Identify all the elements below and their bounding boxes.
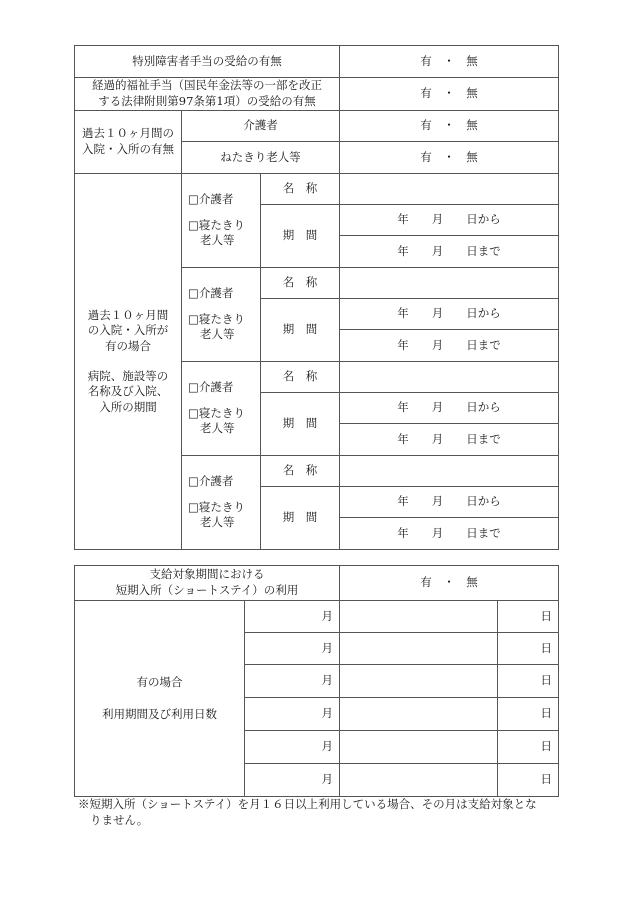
usage-period-field[interactable] — [340, 731, 498, 764]
month-field[interactable]: 月 — [245, 601, 340, 633]
date-to-field[interactable]: 年 月 日まで — [340, 518, 559, 550]
caregiver-label: 介護者 — [182, 111, 340, 142]
date-from-field[interactable]: 年 月 日から — [340, 487, 559, 518]
month-field[interactable]: 月 — [245, 698, 340, 731]
usage-period-field[interactable] — [340, 665, 498, 698]
caregiver-checkbox[interactable]: □介護者 — [188, 286, 234, 301]
short-stay-case-label: 有の場合 利用期間及び利用日数 — [75, 601, 245, 797]
date-from-field[interactable]: 年 月 日から — [340, 205, 559, 236]
bedridden-label: ねたきり老人等 — [182, 142, 340, 174]
usage-period-field[interactable] — [340, 698, 498, 731]
admission-case-label: 過去１０ヶ月間 の入院・入所が 有の場合 病院、施設等の 名称及び入院、 入所の期間 — [75, 174, 182, 550]
facility-name-field[interactable] — [340, 268, 559, 299]
facility-name-field[interactable] — [340, 362, 559, 393]
date-from-field[interactable]: 年 月 日から — [340, 299, 559, 330]
short-stay-table — [74, 565, 559, 797]
period-label: 期 間 — [261, 299, 340, 362]
month-field[interactable]: 月 — [245, 665, 340, 698]
day-field[interactable]: 日 — [498, 731, 559, 764]
day-field[interactable]: 日 — [498, 665, 559, 698]
day-field[interactable]: 日 — [498, 633, 559, 665]
month-field[interactable]: 月 — [245, 731, 340, 764]
caregiver-checkbox[interactable]: □介護者 — [188, 380, 234, 395]
day-field[interactable]: 日 — [498, 698, 559, 731]
day-field[interactable]: 日 — [498, 601, 559, 633]
caregiver-yes-no[interactable]: 有 ・ 無 — [340, 111, 559, 142]
type-checkboxes-4: □介護者 □寝たきり 老人等 — [182, 456, 261, 550]
name-label: 名 称 — [261, 174, 340, 205]
past-10-months-label: 過去１０ヶ月間の 入院・入所の有無 — [75, 111, 182, 174]
month-field[interactable]: 月 — [245, 633, 340, 665]
facility-name-field[interactable] — [340, 174, 559, 205]
period-label: 期 間 — [261, 393, 340, 456]
usage-period-field[interactable] — [340, 601, 498, 633]
transitional-allowance-label: 経過的福祉手当（国民年金法等の一部を改正 する法律附則第97条第1項）の受給の有無 — [75, 78, 340, 111]
period-label: 期 間 — [261, 487, 340, 550]
type-checkboxes-1: □介護者 □寝たきり 老人等 — [182, 174, 261, 268]
caregiver-checkbox[interactable]: □介護者 — [188, 474, 234, 489]
bedridden-yes-no[interactable]: 有 ・ 無 — [340, 142, 559, 174]
caregiver-checkbox[interactable]: □介護者 — [188, 192, 234, 207]
bedridden-checkbox[interactable]: □寝たきり — [188, 217, 245, 232]
date-from-field[interactable]: 年 月 日から — [340, 393, 559, 424]
date-to-field[interactable]: 年 月 日まで — [340, 424, 559, 456]
type-checkboxes-2: □介護者 □寝たきり 老人等 — [182, 268, 261, 362]
month-field[interactable]: 月 — [245, 764, 340, 797]
short-stay-header: 支給対象期間における 短期入所（ショートステイ）の利用 — [75, 566, 340, 601]
special-allowance-yes-no[interactable]: 有 ・ 無 — [340, 46, 559, 78]
date-to-field[interactable]: 年 月 日まで — [340, 236, 559, 268]
usage-period-field[interactable] — [340, 633, 498, 665]
usage-period-field[interactable] — [340, 764, 498, 797]
date-to-field[interactable]: 年 月 日まで — [340, 330, 559, 362]
type-checkboxes-3: □介護者 □寝たきり 老人等 — [182, 362, 261, 456]
eligibility-table — [74, 45, 559, 550]
facility-name-field[interactable] — [340, 456, 559, 487]
transitional-allowance-yes-no[interactable]: 有 ・ 無 — [340, 78, 559, 111]
bedridden-checkbox[interactable]: □寝たきり — [188, 311, 245, 326]
period-label: 期 間 — [261, 205, 340, 268]
name-label: 名 称 — [261, 456, 340, 487]
day-field[interactable]: 日 — [498, 764, 559, 797]
bedridden-checkbox[interactable]: □寝たきり — [188, 405, 245, 420]
bedridden-checkbox[interactable]: □寝たきり — [188, 499, 245, 514]
short-stay-yes-no[interactable]: 有 ・ 無 — [340, 566, 559, 601]
name-label: 名 称 — [261, 268, 340, 299]
special-allowance-label: 特別障害者手当の受給の有無 — [75, 46, 340, 78]
footnote: ※短期入所（ショートステイ）を月１６日以上利用している場合、その月は支給対象とな りません。 — [78, 797, 537, 828]
name-label: 名 称 — [261, 362, 340, 393]
